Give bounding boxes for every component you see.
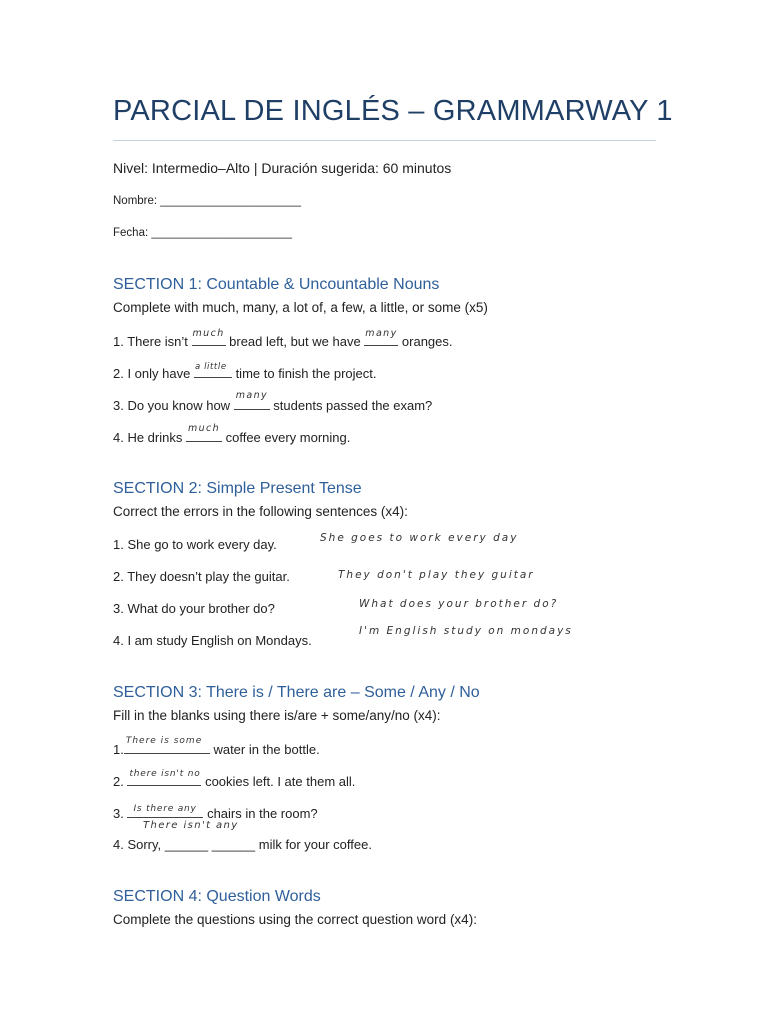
s3q3-handwritten-extra: There isn't any	[143, 820, 239, 831]
section2-instruction: Correct the errors in the following sentences (x4):	[113, 504, 408, 519]
section1-question-1	[113, 328, 453, 349]
q1-blank-2	[364, 328, 398, 346]
section3-heading: SECTION 3: There is / There are – Some / Any / No	[113, 684, 480, 701]
s3q1-blank	[124, 736, 210, 754]
section1-heading: SECTION 1: Countable & Uncountable Nouns	[113, 276, 440, 293]
section2-answer-4: I'm English study on mondays	[359, 625, 573, 637]
s3q2-text-post: cookies left. I ate them all.	[201, 774, 356, 789]
s3q1-handwritten: There is some	[125, 736, 203, 746]
s3q1-text-pre: 1.	[113, 742, 124, 757]
q1-text-pre: 1. There isn’t	[113, 334, 192, 349]
s3q3-blank	[127, 805, 203, 818]
section3-question-3	[113, 805, 318, 821]
q2-handwritten-1: a little	[194, 362, 227, 372]
q3-text-pre: 3. Do you know how	[113, 398, 234, 413]
q4-handwritten-1: much	[187, 423, 221, 434]
page-title: PARCIAL DE INGLÉS – GRAMMARWAY 1	[113, 95, 673, 127]
q4-text-post: coffee every morning.	[221, 430, 351, 445]
section2-answer-1: She goes to work every day	[320, 532, 519, 544]
section4-heading: SECTION 4: Question Words	[113, 888, 321, 905]
section2-sentence-3: 3. What do your brother do?	[113, 601, 275, 616]
name-field: Nombre: ______________________	[113, 195, 301, 207]
section3-instruction: Fill in the blanks using there is/are + some/any/no (x4):	[113, 708, 441, 723]
section2-answer-2: They don't play they guitar	[338, 569, 535, 581]
s3q3-text-post: chairs in the room?	[203, 806, 318, 821]
section1-question-2	[113, 362, 377, 381]
s3q2-handwritten: there isn't no	[129, 769, 201, 779]
s3q1-text-post: water in the bottle.	[209, 742, 320, 757]
title-divider	[113, 140, 656, 141]
q3-blank-1	[234, 390, 270, 410]
exam-meta: Nivel: Intermedio–Alto | Duración sugerida: 60 minutos	[113, 160, 452, 176]
s3q3-text-pre: 3.	[113, 806, 128, 821]
section4-instruction: Complete the questions using the correct question word (x4):	[113, 912, 477, 927]
q1-text-post: oranges.	[398, 334, 453, 349]
section2-answer-3: What does your brother do?	[359, 598, 559, 610]
q4-text-pre: 4. He drinks	[113, 430, 186, 445]
section2-sentence-1: 1. She go to work every day.	[113, 537, 277, 552]
q2-text-pre: 2. I only have	[113, 366, 194, 381]
q1-handwritten-2: many	[365, 328, 398, 339]
q1-handwritten-1: much	[192, 328, 225, 339]
s3q3-handwritten: Is there any	[133, 804, 197, 814]
q1-text-mid: bread left, but we have	[225, 334, 365, 349]
section1-question-4	[113, 423, 351, 445]
date-field: Fecha: ______________________	[113, 227, 293, 239]
s3q2-text-pre: 2.	[113, 774, 128, 789]
section1-question-3	[113, 390, 433, 413]
q1-blank-1	[192, 328, 226, 346]
q3-handwritten-1: many	[235, 390, 269, 401]
q3-text-post: students passed the exam?	[269, 398, 433, 413]
q4-blank-1	[186, 423, 222, 442]
section3-question-1	[113, 736, 320, 757]
section2-heading: SECTION 2: Simple Present Tense	[113, 480, 362, 497]
section1-instruction: Complete with much, many, a lot of, a few, a little, or some (x5)	[113, 300, 488, 315]
q2-blank-1	[194, 362, 232, 378]
section3-question-2	[113, 769, 356, 789]
section2-sentence-4: 4. I am study English on Mondays.	[113, 633, 312, 648]
s3q2-blank	[127, 769, 201, 786]
q2-text-post: time to finish the project.	[231, 366, 377, 381]
section2-sentence-2: 2. They doesn’t play the guitar.	[113, 569, 290, 584]
section3-question-4: 4. Sorry, ______ ______ milk for your coffee.	[113, 837, 372, 852]
